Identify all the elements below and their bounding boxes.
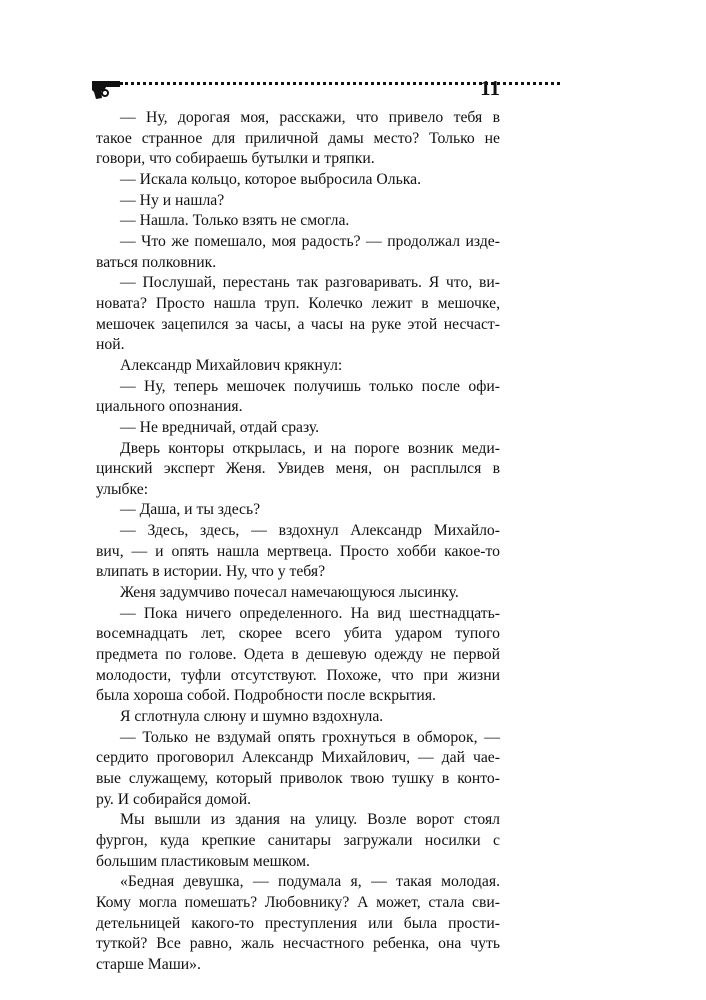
text-line: — Нашла. Только взять не смогла. (120, 212, 350, 230)
text-line: — Не вредничай, отдай сразу. (120, 418, 320, 436)
text-line: такое странное для приличной дамы место? Только не (96, 129, 500, 147)
text-line: сердито проговорил Александр Михайлович, — дай чае- (96, 749, 500, 767)
text-line: вич, — и опять нашла мертвеца. Просто хобби какое-то (96, 542, 500, 560)
text-line: ваться полковник. (96, 253, 217, 271)
text-line: старше Маши». (96, 955, 201, 973)
text-line: Дверь конторы открылась, и на пороге возник меди- (120, 439, 500, 457)
text-line: предмета по голове. Одета в дешевую одежду не первой (96, 646, 500, 664)
text-line: говори, что собираешь бутылки и тряпки. (96, 150, 375, 168)
text-line: Женя задумчиво почесал намечающуюся лысинку. (120, 584, 459, 602)
text-line: — Только не вздумай опять грохнуться в обморок, — (120, 728, 500, 746)
text-line: — Ну, теперь мешочек получишь только после офи- (120, 377, 500, 395)
text-line: Я сглотнула слюну и шумно вздохнула. (120, 708, 384, 726)
text-line: новата? Просто нашла труп. Колечко лежит в мешочке, (96, 294, 500, 312)
text-line: фургон, куда крепкие санитары загружали носилки с (96, 831, 500, 849)
text-line: циального опознания. (96, 398, 243, 416)
text-line: туткой? Все равно, жаль несчастного ребенка, она чуть (96, 935, 500, 953)
text-line: ной. (96, 336, 125, 354)
text-line: улыбке: (96, 480, 149, 498)
text-line: молодости, туфли отсутствуют. Похоже, что при жизни (96, 666, 500, 684)
text-line: — Ну, дорогая моя, расскажи, что привело тебя в (120, 109, 500, 126)
text-line: — Здесь, здесь, — вздохнул Александр Михайло- (120, 522, 500, 540)
text-line: мешочек зацепился за часы, а часы на руке этой несчаст- (96, 315, 500, 333)
text-line: — Пока ничего определенного. На вид шестнадцать- (120, 604, 500, 622)
text-line: Мы вышли из здания на улицу. Возле ворот стоял (120, 811, 500, 829)
text-line: — Искала кольцо, которое выбросила Олька. (120, 170, 422, 188)
text-line: большим пластиковым мешком. (96, 852, 310, 870)
text-line: детельницей какого-то преступления или была прости- (96, 914, 500, 932)
text-line: — Ну и нашла? (120, 191, 225, 209)
text-line: Кому могла помешать? Любовнику? А может, стала сви- (96, 893, 500, 911)
text-line: влипать в истории. Ну, что у тебя? (96, 563, 326, 581)
page-number: 11 (480, 76, 500, 100)
running-header (90, 78, 500, 106)
text-line: восемнадцать лет, скорее всего убита ударом тупого (96, 625, 500, 643)
text-line: — Что же помешало, моя радость? — продолжал изде- (120, 232, 500, 250)
text-line: ру. И собирайся домой. (96, 790, 252, 808)
text-line: цинский эксперт Женя. Увидев меня, он расплылся в (96, 460, 500, 478)
text-line: — Послушай, перестань так разговаривать. Я что, ви- (120, 274, 500, 292)
text-line: вые служащему, который приволок твою тушку в конто- (96, 770, 500, 787)
text-line: была хороша собой. Подробности после вскрытия. (96, 687, 436, 705)
text-line: — Даша, и ты здесь? (120, 501, 261, 519)
body-text (96, 108, 500, 976)
text-line: «Бедная девушка, — подумала я, — такая молодая. (120, 873, 500, 891)
text-line: Александр Михайлович крякнул: (120, 356, 343, 374)
